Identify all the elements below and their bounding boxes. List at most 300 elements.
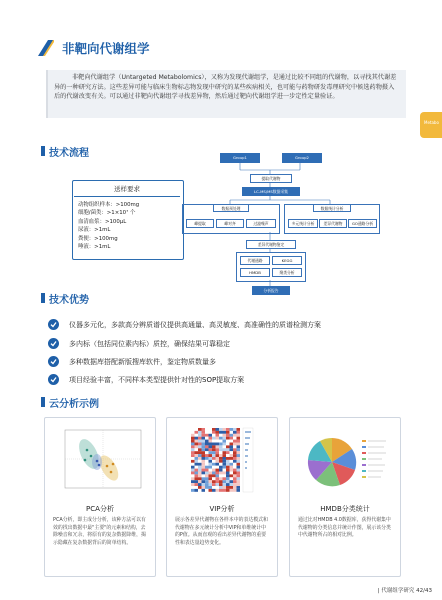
heatmap-cell <box>202 477 206 480</box>
heatmap-cell <box>223 428 227 431</box>
workflow-diagram <box>180 150 380 300</box>
heatmap-cell <box>212 440 216 443</box>
flow-group2: Group2 <box>282 153 322 163</box>
heatmap-cell <box>209 480 213 483</box>
heatmap-cell <box>233 457 237 460</box>
heatmap-cell <box>216 477 220 480</box>
heatmap-cell <box>202 428 206 431</box>
heatmap-cell <box>233 486 237 489</box>
heatmap-cell <box>216 451 220 454</box>
heatmap-cell <box>237 440 241 443</box>
heatmap-cell <box>216 445 220 448</box>
heatmap-cell <box>219 448 223 451</box>
pca-plot-thumbnail <box>51 424 147 496</box>
heatmap-cell <box>212 486 216 489</box>
heatmap-cell <box>195 440 199 443</box>
flow-extract: 提取代谢物 <box>250 174 292 183</box>
heatmap-cell <box>209 457 213 460</box>
case-card-hmdb[interactable] <box>289 417 401 577</box>
heatmap-cell <box>195 474 199 477</box>
heatmap-cell <box>237 460 241 463</box>
flow-pre-item: 过滤噪声 <box>246 219 276 228</box>
heatmap-cell <box>205 431 209 434</box>
heatmap-cell <box>212 454 216 457</box>
heatmap-cell <box>209 474 213 477</box>
heatmap-cell <box>205 443 209 446</box>
heatmap-cell <box>216 474 220 477</box>
heatmap-cell <box>223 483 227 486</box>
heatmap-cell <box>230 486 234 489</box>
heading-bar <box>41 397 45 407</box>
heatmap-cell <box>205 480 209 483</box>
heatmap-cell <box>195 434 199 437</box>
heatmap-cell <box>223 477 227 480</box>
heatmap-cell <box>209 486 213 489</box>
heatmap-cell <box>202 486 206 489</box>
heatmap-cell <box>202 437 206 440</box>
heatmap-cell <box>198 480 202 483</box>
heatmap-cell <box>212 483 216 486</box>
heatmap-cell <box>216 472 220 475</box>
heatmap-cell <box>233 448 237 451</box>
requirement-item: 粪便：>100mg <box>78 235 118 242</box>
heatmap-cell <box>219 472 223 475</box>
check-icon <box>48 374 59 385</box>
flow-pre-item: 峰提取 <box>186 219 214 228</box>
heatmap-cell <box>226 489 230 492</box>
case-card-title: HMDB分类统计 <box>320 505 370 513</box>
page-title: 非靶向代谢组学 <box>62 41 150 56</box>
heatmap-cell <box>202 463 206 466</box>
heatmap-cell <box>226 466 230 469</box>
heatmap-cell <box>233 428 237 431</box>
heatmap-cell <box>195 460 199 463</box>
flow-stat-item: GO通路分析 <box>348 219 377 228</box>
heatmap-cell <box>223 457 227 460</box>
heatmap-cell <box>205 445 209 448</box>
heatmap-cell <box>195 431 199 434</box>
heatmap-cell <box>237 428 241 431</box>
requirement-item: 尿液：>1mL <box>78 227 111 234</box>
side-tab[interactable] <box>420 112 442 138</box>
heatmap-cell <box>212 477 216 480</box>
flow-func-item: 聚类分析 <box>272 268 302 277</box>
heatmap-cell <box>195 463 199 466</box>
heatmap-cell <box>230 460 234 463</box>
heatmap-cell <box>219 483 223 486</box>
heatmap-cell <box>219 460 223 463</box>
heatmap-cell <box>226 437 230 440</box>
side-tab-label: Metabo <box>424 120 439 125</box>
heatmap-cell <box>237 448 241 451</box>
heatmap-cell <box>230 454 234 457</box>
heatmap-cell <box>195 472 199 475</box>
heatmap-cell <box>202 472 206 475</box>
flow-lcms: LC-MS/MS数据采集 <box>242 187 300 196</box>
advantages-heading-text: 技术优势 <box>49 295 89 306</box>
heatmap-cell <box>237 472 241 475</box>
heatmap-cell <box>195 483 199 486</box>
heatmap-cell <box>205 477 209 480</box>
heatmap-cell <box>205 440 209 443</box>
heatmap-cell <box>209 445 213 448</box>
heatmap-cell <box>191 445 195 448</box>
heatmap-cell <box>237 431 241 434</box>
heatmap-cell <box>216 428 220 431</box>
hmdb-pie-thumbnail <box>296 424 392 496</box>
heatmap-cell <box>191 466 195 469</box>
heatmap-cell <box>205 457 209 460</box>
heatmap-cell <box>237 443 241 446</box>
heatmap-cell <box>205 454 209 457</box>
heatmap-cell <box>237 454 241 457</box>
heatmap-cell <box>191 457 195 460</box>
heatmap-cell <box>233 440 237 443</box>
heatmap-cell <box>212 451 216 454</box>
heatmap-cell <box>233 477 237 480</box>
heatmap-cell <box>202 480 206 483</box>
advantage-text: 多种数据库搭配新版搜库软件，鉴定物质数量多 <box>69 358 216 366</box>
heatmap-cell <box>202 445 206 448</box>
heatmap-cell <box>237 457 241 460</box>
heatmap-cell <box>230 434 234 437</box>
case-card-description: 通过比对HMDB 4.0数据库，获得代谢集中代谢物的分类信息并统计作图，展示该分类中代谢物所占的相对比例。 <box>298 517 391 539</box>
heatmap-cell <box>223 445 227 448</box>
heatmap-cell <box>205 483 209 486</box>
heatmap-cell <box>226 472 230 475</box>
heatmap-cell <box>230 477 234 480</box>
heatmap-cell <box>212 445 216 448</box>
heatmap-cell <box>237 463 241 466</box>
heatmap-cell <box>191 460 195 463</box>
heatmap-cell <box>233 466 237 469</box>
heatmap-cell <box>198 454 202 457</box>
heatmap-cell <box>226 440 230 443</box>
heatmap-cell <box>198 483 202 486</box>
heatmap-cell <box>230 440 234 443</box>
heatmap-cell <box>202 448 206 451</box>
requirements-list <box>78 201 139 251</box>
case-card-pca[interactable] <box>44 417 156 577</box>
heatmap-cell <box>216 460 220 463</box>
heatmap-cell <box>233 469 237 472</box>
heatmap-cell <box>198 486 202 489</box>
heatmap-cell <box>202 454 206 457</box>
heatmap-cell <box>191 431 195 434</box>
heatmap-cell <box>223 480 227 483</box>
heatmap-cell <box>223 434 227 437</box>
heatmap-cell <box>216 469 220 472</box>
heatmap-cell <box>226 477 230 480</box>
heatmap-cell <box>198 434 202 437</box>
heatmap-cell <box>198 477 202 480</box>
heatmap-cell <box>202 440 206 443</box>
requirement-item: 血清血浆：>100μL <box>78 218 127 225</box>
heatmap-cell <box>212 448 216 451</box>
heatmap-cell <box>219 440 223 443</box>
heatmap-cell <box>226 428 230 431</box>
heatmap-cell <box>209 431 213 434</box>
heatmap-cell <box>237 437 241 440</box>
heatmap-cell <box>237 489 241 492</box>
heatmap-cell <box>191 486 195 489</box>
heatmap-cell <box>191 477 195 480</box>
heatmap-cell <box>230 445 234 448</box>
flow-function-group <box>236 252 306 282</box>
heatmap-cell <box>205 474 209 477</box>
heatmap-cell <box>233 463 237 466</box>
heatmap-cell <box>219 463 223 466</box>
heatmap-cell <box>205 466 209 469</box>
flow-pre-item: 峰对齐 <box>216 219 244 228</box>
heatmap-cell <box>209 448 213 451</box>
heatmap-cell <box>226 463 230 466</box>
heading-bar <box>41 146 45 156</box>
heatmap-cell <box>191 434 195 437</box>
heatmap-cell <box>230 472 234 475</box>
heatmap-cell <box>205 469 209 472</box>
heatmap-cell <box>237 477 241 480</box>
heatmap-cell <box>219 431 223 434</box>
heatmap-cell <box>212 431 216 434</box>
heatmap-cell <box>226 483 230 486</box>
intro-paragraph: 非靶向代谢组学（Untargeted Metabolomics），又称为发现代谢组学，是通过比较不同组的代谢物，以寻找其代谢差异的一种研究方法。这些差异可能与临床生物标志物发现中研究的某些疾病相关，也可能与药物研发毒理研究中候选药物摄入后的代谢改变有关。可以通过非靶向代谢组学寻找差异物，然后通过靶向代谢组学进一步定性定量验证。 <box>46 70 406 118</box>
flow-group1: Group1 <box>220 153 260 163</box>
heatmap-cell <box>209 483 213 486</box>
heatmap-cell <box>212 489 216 492</box>
heatmap-cell <box>205 448 209 451</box>
check-icon <box>48 356 59 367</box>
case-card-description: PCA分析，即主成分分析，该种方法可以有效的找出数据中最"主要"的元素和结构，去除噪音和冗余，将原有的复杂数据降维，揭示隐藏在复杂数据背后的简单结构。 <box>53 517 146 546</box>
heatmap-cell <box>205 486 209 489</box>
heatmap-cell <box>219 428 223 431</box>
heatmap-cell <box>191 440 195 443</box>
heatmap-cell <box>226 469 230 472</box>
heatmap-cell <box>195 451 199 454</box>
heatmap-cell <box>209 463 213 466</box>
heatmap-cell <box>191 474 195 477</box>
heatmap-cell <box>205 472 209 475</box>
case-card-vip[interactable] <box>166 417 278 577</box>
heatmap-cell <box>230 483 234 486</box>
heatmap-cell <box>237 486 241 489</box>
heatmap-cell <box>198 440 202 443</box>
heatmap-cell <box>237 469 241 472</box>
heatmap-cell <box>191 483 195 486</box>
heatmap-cell <box>202 431 206 434</box>
heatmap-cell <box>219 474 223 477</box>
heatmap-cell <box>191 469 195 472</box>
heatmap-cell <box>198 451 202 454</box>
requirement-item: 细胞/菌类：>1×10⁷ 个 <box>78 210 136 217</box>
heatmap-cell <box>223 443 227 446</box>
heatmap-cell <box>202 434 206 437</box>
cases-heading-text: 云分析示例 <box>49 399 99 410</box>
heatmap-cell <box>216 440 220 443</box>
heatmap-cell <box>233 445 237 448</box>
heatmap-cell <box>198 443 202 446</box>
heatmap-cell <box>198 463 202 466</box>
heatmap-cell <box>223 431 227 434</box>
heatmap-cell <box>209 466 213 469</box>
heatmap-cell <box>198 457 202 460</box>
heatmap-cell <box>202 483 206 486</box>
heatmap-cell <box>223 489 227 492</box>
heading-bar <box>41 293 45 303</box>
heatmap-cell <box>202 489 206 492</box>
heatmap-cell <box>223 466 227 469</box>
heatmap-cell <box>198 428 202 431</box>
heatmap-cell <box>233 460 237 463</box>
heatmap-cell <box>202 443 206 446</box>
heatmap-cell <box>212 443 216 446</box>
heatmap-cell <box>195 428 199 431</box>
heatmap-cell <box>226 460 230 463</box>
heatmap-cell <box>195 480 199 483</box>
flow-stat-item: 多元统计分析 <box>288 219 318 228</box>
page-header <box>0 30 442 66</box>
heatmap-cell <box>233 454 237 457</box>
heatmap-cell <box>209 460 213 463</box>
heatmap-cell <box>219 480 223 483</box>
page-footer: | 代谢组学研究 42/43 <box>377 588 432 594</box>
heatmap-cell <box>191 463 195 466</box>
heatmap-cell <box>198 431 202 434</box>
heatmap-cell <box>233 480 237 483</box>
heatmap-cell <box>212 472 216 475</box>
flow-preprocess: 数据预处理 <box>213 204 249 212</box>
sample-requirements-box <box>72 180 184 260</box>
heatmap-cell <box>209 472 213 475</box>
heatmap-cell <box>202 466 206 469</box>
requirement-item: 动物组织样本：>100mg <box>78 202 140 208</box>
heatmap-cell <box>209 477 213 480</box>
vip-heatmap-thumbnail <box>173 424 269 496</box>
heatmap-cell <box>233 472 237 475</box>
heatmap-cell <box>209 443 213 446</box>
heatmap-cell <box>216 457 220 460</box>
heatmap-cell <box>216 480 220 483</box>
heatmap-cell <box>237 445 241 448</box>
heatmap-cell <box>198 445 202 448</box>
heatmap-cell <box>195 445 199 448</box>
heatmap-cell <box>226 448 230 451</box>
heatmap-cell <box>230 466 234 469</box>
heatmap-cell <box>219 443 223 446</box>
heatmap-cell <box>219 454 223 457</box>
heatmap-cell <box>223 460 227 463</box>
heatmap-cell <box>230 448 234 451</box>
heatmap-cell <box>202 460 206 463</box>
heatmap-cell <box>205 460 209 463</box>
heatmap-cell <box>230 443 234 446</box>
heatmap-cell <box>216 434 220 437</box>
heatmap-cell <box>216 489 220 492</box>
case-card-title: VIP分析 <box>209 505 235 513</box>
heatmap-cell <box>212 428 216 431</box>
heatmap-cell <box>226 434 230 437</box>
heatmap-cell <box>216 431 220 434</box>
heatmap-cell <box>219 445 223 448</box>
requirements-title: 送样要求 <box>74 182 180 197</box>
heatmap-cell <box>205 463 209 466</box>
heatmap-cell <box>195 469 199 472</box>
heatmap-cell <box>212 463 216 466</box>
heatmap-cell <box>216 437 220 440</box>
heatmap-cell <box>230 474 234 477</box>
heatmap-cell <box>219 451 223 454</box>
heatmap-cell <box>223 472 227 475</box>
heatmap-cell <box>202 457 206 460</box>
heatmap-cell <box>195 486 199 489</box>
heatmap-cell <box>212 460 216 463</box>
heatmap-cell <box>233 451 237 454</box>
heatmap-cell <box>219 469 223 472</box>
heatmap-cell <box>209 469 213 472</box>
heatmap-cell <box>230 457 234 460</box>
heatmap-cell <box>205 428 209 431</box>
flow-preprocess-group <box>182 204 280 234</box>
heatmap-cell <box>219 437 223 440</box>
advantage-text: 多内标（包括同位素内标）质控，确保结果可靠稳定 <box>69 340 230 348</box>
heatmap-cell <box>198 466 202 469</box>
heatmap-cell <box>195 466 199 469</box>
heatmap-cell <box>223 469 227 472</box>
heatmap-cell <box>212 466 216 469</box>
heatmap-cell <box>191 454 195 457</box>
check-icon <box>48 319 59 330</box>
heatmap-cell <box>191 489 195 492</box>
heatmap-cell <box>205 451 209 454</box>
heatmap-cell <box>212 480 216 483</box>
flow-stats: 数据统计分析 <box>313 204 351 212</box>
heatmap-cell <box>219 489 223 492</box>
heatmap-cell <box>205 489 209 492</box>
heatmap-cell <box>209 428 213 431</box>
heatmap-cell <box>212 469 216 472</box>
heatmap-cell <box>223 486 227 489</box>
heatmap-cell <box>233 489 237 492</box>
heatmap-cell <box>237 466 241 469</box>
flow-stat-item: 差异代谢物 <box>319 219 347 228</box>
heatmap-cell <box>233 431 237 434</box>
heatmap-cell <box>195 454 199 457</box>
flow-func-item: 代谢通路 <box>240 256 270 265</box>
heatmap-cell <box>195 443 199 446</box>
heatmap-cell <box>198 472 202 475</box>
advantage-text: 项目经验丰富，不同样本类型提供针对性的SOP提取方案 <box>69 376 245 384</box>
heatmap-cell <box>216 466 220 469</box>
heatmap-cell <box>226 486 230 489</box>
heatmap-cell <box>195 489 199 492</box>
flow-report: 分析报告 <box>252 286 290 295</box>
heatmap-cell <box>237 434 241 437</box>
heatmap-cell <box>191 448 195 451</box>
heatmap-cell <box>219 434 223 437</box>
heatmap-cell <box>237 451 241 454</box>
flow-function: 差异代谢物鉴定 <box>246 240 296 249</box>
heatmap-cell <box>216 483 220 486</box>
heatmap-cell <box>209 454 213 457</box>
heatmap-cell <box>230 463 234 466</box>
heatmap-cell <box>195 437 199 440</box>
heatmap-cell <box>212 457 216 460</box>
heatmap-cell <box>223 463 227 466</box>
heatmap-cell <box>209 434 213 437</box>
heatmap-cell <box>209 451 213 454</box>
heatmap-cell <box>226 480 230 483</box>
heatmap-cell <box>219 466 223 469</box>
